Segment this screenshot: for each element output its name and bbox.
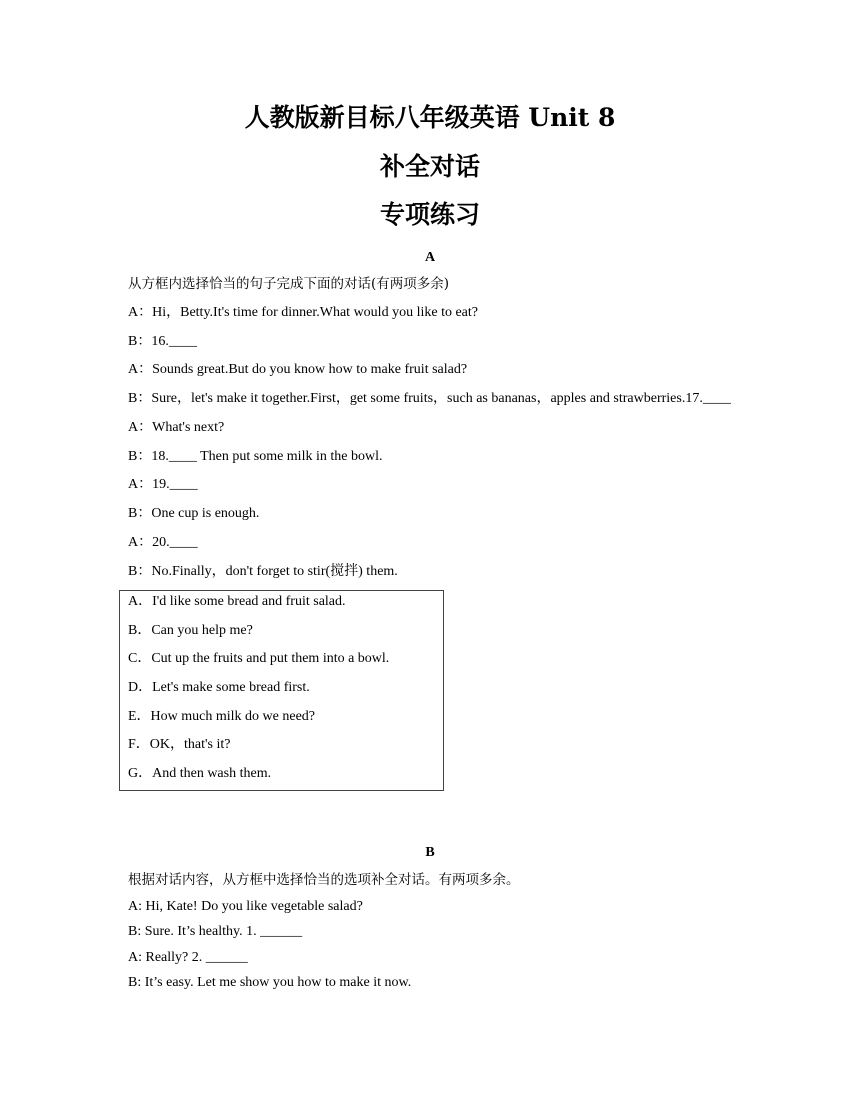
document-subtitle: 补全对话	[379, 152, 480, 181]
dialogue-line: B：18.____ Then put some milk in the bowl.	[128, 449, 383, 464]
dialogue-line: A: Hi, Kate! Do you like vegetable salad?	[128, 899, 363, 914]
document-subtitle-exercise: 专项练习	[379, 200, 480, 229]
option-item: G．And then wash them.	[128, 766, 272, 781]
options-box	[119, 590, 444, 791]
dialogue-line: B: It’s easy. Let me show you how to make it now.	[128, 975, 412, 990]
dialogue-line: B: Sure. It’s healthy. 1. ______	[128, 924, 303, 939]
section-b-instruction: 根据对话内容，从方框中选择恰当的选项补全对话。有两项多余。	[128, 872, 520, 888]
dialogue-line: B：16.____	[128, 334, 197, 349]
section-a-instruction: 从方框内选择恰当的句子完成下面的对话(有两项多余)	[128, 276, 450, 292]
option-item: E．How much milk do we need?	[128, 709, 316, 724]
option-item: D．Let's make some bread first.	[128, 680, 310, 695]
document-title: 人教版新目标八年级英语 Unit 8	[244, 103, 616, 132]
option-item: B．Can you help me?	[128, 623, 253, 638]
dialogue-line: B：No.Finally，don't forget to stir(搅拌) them.	[128, 564, 398, 579]
dialogue-line: B：Sure，let's make it together.First，get some fruits，such as bananas，apples and strawberries.17.____	[128, 391, 731, 406]
option-item: F．OK，that's it?	[128, 737, 231, 752]
section-a-label: A	[424, 250, 436, 265]
dialogue-line: A：Sounds great.But do you know how to make fruit salad?	[128, 362, 468, 377]
dialogue-line: A：20.____	[128, 535, 198, 550]
dialogue-line: B：One cup is enough.	[128, 506, 260, 521]
option-item: C．Cut up the fruits and put them into a bowl.	[128, 651, 390, 666]
dialogue-line: A：Hi，Betty.It's time for dinner.What would you like to eat?	[128, 305, 478, 320]
option-item: A．I'd like some bread and fruit salad.	[128, 594, 346, 609]
section-b-label: B	[425, 845, 435, 860]
dialogue-line: A：19.____	[128, 477, 198, 492]
dialogue-line: A: Really? 2. ______	[128, 950, 248, 965]
dialogue-line: A：What's next?	[128, 420, 225, 435]
